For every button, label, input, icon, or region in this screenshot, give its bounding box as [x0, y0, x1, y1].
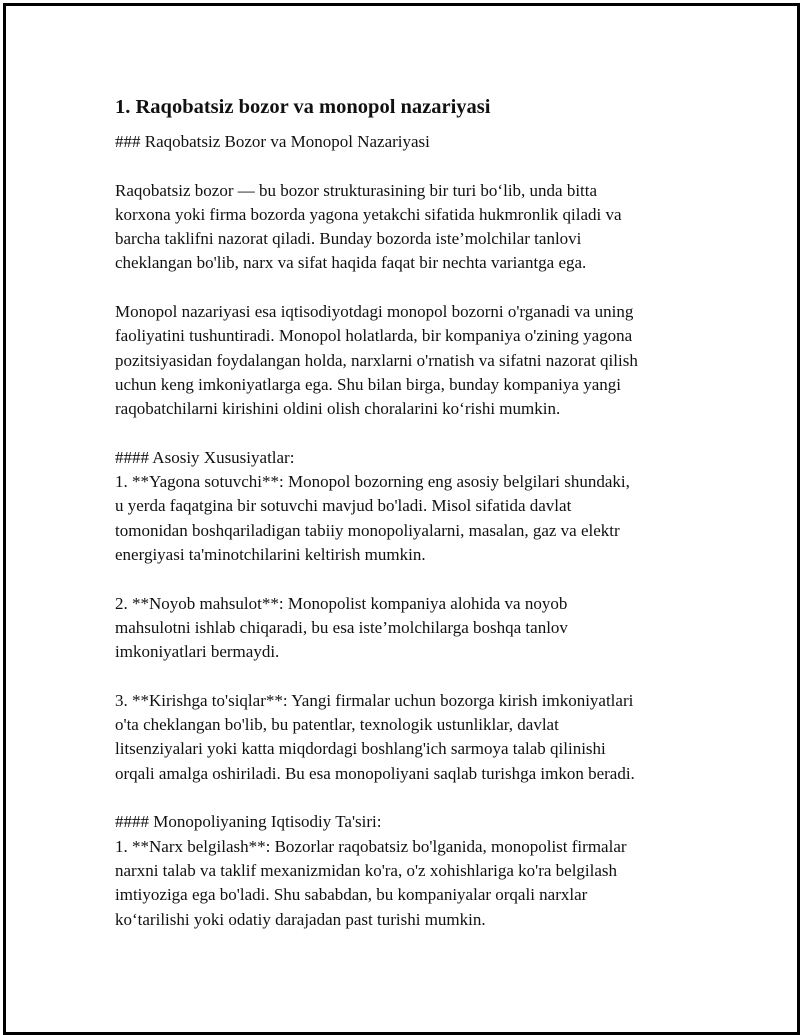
text-line: ko‘tarilishi yoki odatiy darajadan past turishi mumkin. [115, 909, 486, 929]
paragraph-gap [115, 665, 695, 689]
document-body [115, 92, 695, 932]
paragraph-intro [115, 179, 695, 276]
text-line: raqobatchilarni kirishini oldini olish choralarini ko‘rishi mumkin. [115, 399, 561, 419]
text-line: uchun keng imkoniyatlarga ega. Shu bilan birga, bunday kompaniya yangi [115, 374, 621, 394]
section-economic-impact [115, 810, 695, 931]
text-line: 2. **Noyob mahsulot**: Monopolist kompaniya alohida va noyob [115, 593, 568, 613]
text-line: narxni talab va taklif mexanizmidan ko'ra, o'z xohishlariga ko'ra belgilash [115, 860, 618, 880]
text-line: Monopol nazariyasi esa iqtisodiyotdagi monopol bozorni o'rganadi va uning [115, 302, 634, 322]
text-line: energiyasi ta'minotchilarini keltirish mumkin. [115, 545, 426, 565]
text-line: o'ta cheklangan bo'lib, bu patentlar, texnologik ustunliklar, davlat [115, 715, 559, 735]
text-line: orqali amalga oshiriladi. Bu esa monopoliyani saqlab turishga imkon beradi. [115, 763, 635, 783]
text-line: korxona yoki firma bozorda yagona yetakchi sifatida hukmronlik qiladi va [115, 204, 622, 224]
text-line: tomonidan boshqariladigan tabiiy monopoliyalarni, masalan, gaz va elektr [115, 520, 620, 540]
paragraph-gap [115, 786, 695, 810]
text-line: imtiyoziga ega bo'ladi. Shu sababdan, bu kompaniyalar orqali narxlar [115, 885, 588, 905]
section-key-features [115, 446, 695, 786]
section-heading: #### Asosiy Xususiyatlar: [115, 447, 295, 467]
paragraph-gap [115, 154, 695, 178]
subheading: ### Raqobatsiz Bozor va Monopol Nazariyasi [115, 132, 430, 151]
list-item-entry-barriers [115, 689, 695, 786]
text-line: u yerda faqatgina bir sotuvchi mavjud bo'ladi. Misol sifatida davlat [115, 496, 572, 516]
text-line: 3. **Kirishga to'siqlar**: Yangi firmalar uchun bozorga kirish imkoniyatlari [115, 690, 634, 710]
text-line: faoliyatini tushuntiradi. Monopol holatlarda, bir kompaniya o'zining yagona [115, 326, 633, 346]
text-line: imkoniyatlari bermaydi. [115, 642, 280, 662]
paragraph-gap [115, 422, 695, 446]
text-line: cheklangan bo'lib, narx va sifat haqida faqat bir nechta variantga ega. [115, 253, 587, 273]
text-line: mahsulotni ishlab chiqaradi, bu esa iste’molchilarga boshqa tanlov [115, 617, 568, 637]
text-line: pozitsiyasidan foydalangan holda, narxlarni o'rnatish va sifatni nazorat qilish [115, 350, 638, 370]
text-line: barcha taklifni nazorat qiladi. Bunday bozorda iste’molchilar tanlovi [115, 229, 582, 249]
list-item-pricing [115, 835, 695, 932]
text-line: Raqobatsiz bozor — bu bozor strukturasining bir turi bo‘lib, unda bitta [115, 180, 598, 200]
paragraph-gap [115, 567, 695, 591]
document-title: 1. Raqobatsiz bozor va monopol nazariyasi [115, 96, 491, 118]
section-heading: #### Monopoliyaning Iqtisodiy Ta'siri: [115, 812, 382, 832]
text-line: 1. **Yagona sotuvchi**: Monopol bozorning eng asosiy belgilari shundaki, [115, 472, 630, 492]
text-line: 1. **Narx belgilash**: Bozorlar raqobatsiz bo'lganida, monopolist firmalar [115, 836, 627, 856]
list-item-unique-product [115, 592, 695, 665]
paragraph-gap [115, 276, 695, 300]
list-item-single-seller [115, 470, 695, 567]
paragraph-monopoly-theory [115, 300, 695, 421]
text-line: litsenziyalari yoki katta miqdordagi boshlang'ich sarmoya talab qilinishi [115, 739, 606, 759]
